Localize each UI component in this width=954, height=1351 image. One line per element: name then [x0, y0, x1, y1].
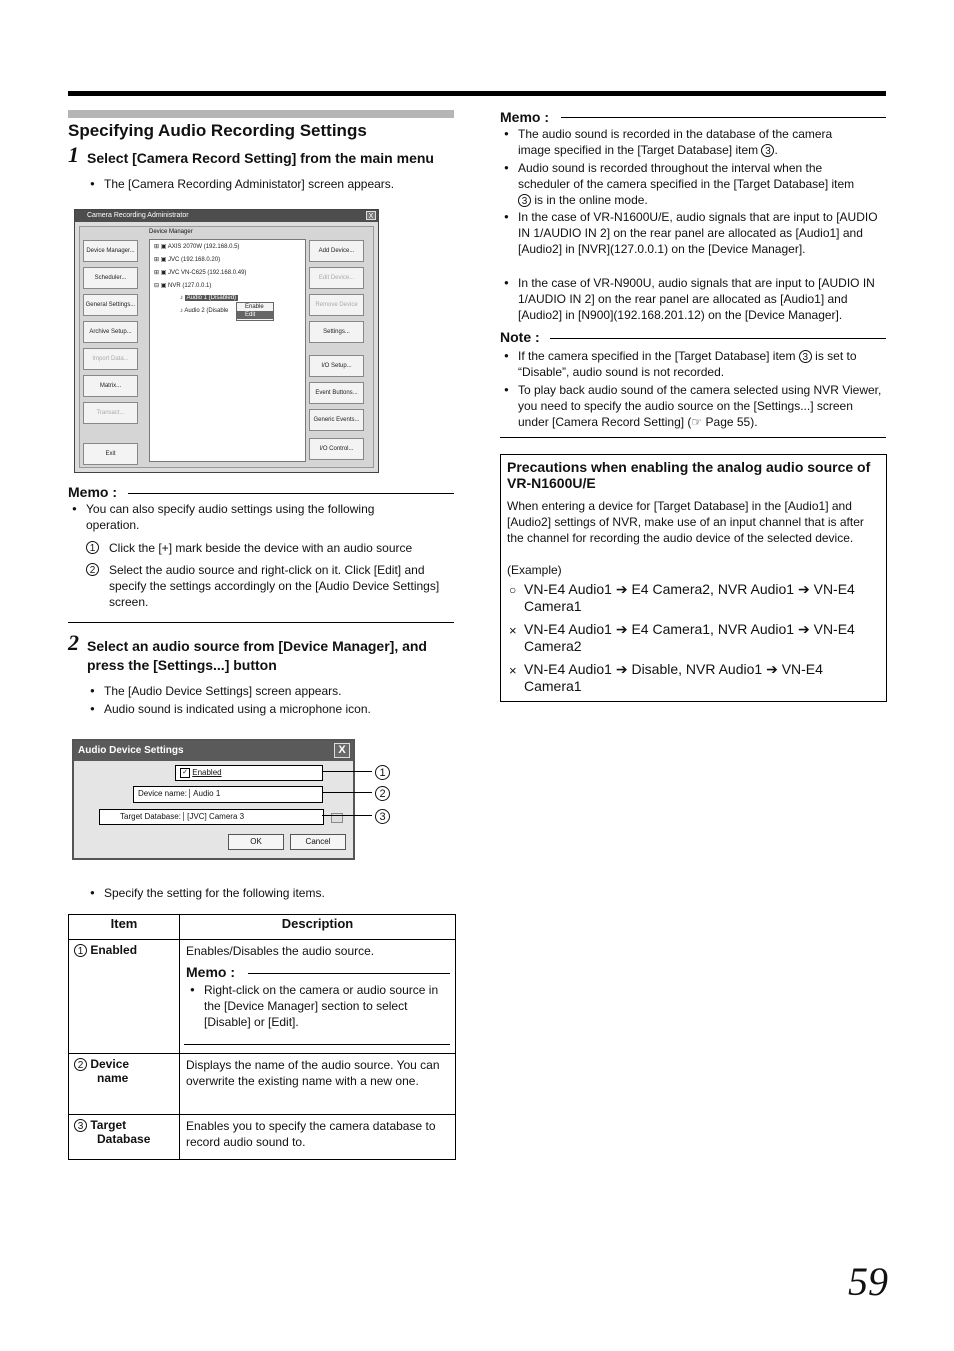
memo-2-bullet-4: ● In the case of VR-N900U, audio signals that are input to [AUDIO IN 1/AUDIO IN 2] on the rear panel are allocated as [Audio1] and [Audio2] in [N900](192.168.201.12) on the [Device Manager]. [518, 275, 886, 323]
tree-item-jvc[interactable]: ⊞ ▣ JVC (192.168.0.20) [154, 257, 221, 263]
edit-device-button[interactable]: Edit Device... [309, 267, 364, 289]
page-reference-icon: ☞ Page 55). [691, 415, 758, 429]
step-1-text: Select [Camera Record Setting] from the main menu [87, 150, 434, 166]
device-manager-button[interactable]: Device Manager... [83, 240, 138, 262]
table-row [69, 1115, 456, 1160]
memo-2-bullet-1: ● The audio sound is recorded in the database of the camera image specified in the [Target Database] item 3 . [518, 126, 886, 158]
step-2-bullet-1: ● The [Audio Device Settings] screen appears. [104, 683, 341, 699]
enabled-label: Enabled [192, 768, 222, 777]
circled-number-3: 3 [518, 194, 531, 207]
enabled-checkbox[interactable] [175, 765, 323, 781]
cancel-button[interactable]: Cancel [290, 834, 346, 850]
item-enabled: Enabled [90, 943, 138, 957]
target-database-label: Target Database: [120, 812, 181, 821]
step-1-number: 1 [68, 142, 79, 167]
device-name-value: Audio 1 [189, 789, 220, 798]
circled-number-1: 1 [86, 541, 99, 554]
context-menu-edit[interactable]: Edit [237, 311, 273, 319]
matrix-button[interactable]: Matrix... [83, 375, 138, 397]
memo-bottom-rule [184, 1044, 450, 1045]
table-header-description: Description [180, 915, 456, 940]
step-2-bullet-2: ● Audio sound is indicated using a microphone icon. [104, 701, 371, 717]
specify-bullet: ● Specify the setting for the following items. [104, 885, 325, 901]
item-target: Target [90, 1118, 127, 1132]
note-bullet-2: ● To play back audio sound of the camera selected using NVR Viewer, you need to specify the audio source on the [Settings...] screen under [Camera Record Setting] (☞ Page 55). [518, 382, 886, 430]
device-manager-group-label: Device Manager [149, 229, 193, 235]
page-number: 59 [848, 1259, 888, 1304]
top-rule [68, 91, 886, 96]
circled-number-2: 2 [86, 563, 99, 576]
window-title-bar [75, 210, 378, 222]
precautions-box [500, 454, 887, 702]
tree-item-nvr[interactable]: ⊟ ▣ NVR (127.0.0.1) [154, 283, 212, 289]
checkbox-icon: ✓ [180, 768, 190, 778]
precautions-title: Precautions when enabling the analog audio source of VR-N1600U/E [507, 459, 871, 491]
audio-device-settings-window [72, 739, 355, 860]
remove-device-button[interactable]: Remove Device [309, 294, 364, 316]
circled-number-3: 3 [799, 350, 812, 363]
note-heading: Note : [500, 329, 540, 345]
section-title: Specifying Audio Recording Settings [68, 121, 367, 140]
memo-2-rule [561, 117, 886, 118]
callout-2 [375, 785, 390, 803]
example-1: VN-E4 Audio1 ➔ E4 Camera2, NVR Audio1 ➔ VN-E4 Camera1 [524, 581, 855, 614]
circled-number-1: 1 [375, 765, 390, 780]
io-setup-button[interactable]: I/O Setup... [309, 355, 364, 377]
general-settings-button[interactable]: General Settings... [83, 294, 138, 316]
memo-1-bottom-rule [68, 622, 454, 623]
item-device: Device [90, 1057, 130, 1071]
note-rule [550, 338, 886, 339]
section-bar [68, 110, 454, 118]
settings-button[interactable]: Settings... [309, 321, 364, 343]
generic-events-button[interactable]: Generic Events... [309, 409, 364, 431]
tree-item-audio-1[interactable]: ♪ Audio 1 (Disabled) [180, 295, 237, 301]
close-icon[interactable]: X [366, 211, 376, 220]
circled-number-3: 3 [74, 1119, 87, 1132]
table-cell-item [69, 940, 180, 1054]
add-device-button[interactable]: Add Device... [309, 240, 364, 262]
note-bullet-1: ● If the camera specified in the [Target Database] item 3 is set to “Disable”, audio sound is not recorded. [518, 348, 886, 380]
device-name-field[interactable] [133, 786, 323, 803]
camera-recording-admin-window [74, 209, 379, 473]
io-control-button[interactable]: I/O Control... [309, 438, 364, 460]
context-menu [236, 302, 274, 321]
precautions-body: When entering a device for [Target Database] in the [Audio1] and [Audio2] settings of NVR, make use of an input channel that is after the channel for recording the audio device of the selected device. [507, 499, 864, 545]
table-cell-description: Enables you to specify the camera database to record audio sound to. [180, 1115, 456, 1160]
bullet-icon: ● [190, 985, 195, 994]
example-mark: × [509, 663, 517, 678]
memo-1-item-1: Click the [+] mark beside the device with an audio source [109, 541, 413, 555]
example-mark: × [509, 623, 517, 638]
close-icon[interactable]: X [334, 743, 350, 758]
settings-table [68, 914, 456, 1160]
circled-number-2: 2 [74, 1058, 87, 1071]
table-header-row [69, 915, 456, 940]
device-tree[interactable] [149, 239, 306, 462]
window-title-bar [74, 741, 353, 761]
tree-item-jvc-vn-c625[interactable]: ⊞ ▣ JVC VN-C625 (192.168.0.49) [154, 270, 247, 276]
memo-1-item-2-num [86, 561, 99, 577]
tree-item-axis[interactable]: ⊞ ▣ AXIS 2070W (192.168.0.5) [154, 244, 240, 250]
step-2-line-1: Select an audio source from [Device Manager], and [87, 638, 427, 654]
import-data-button[interactable]: Import Data... [83, 348, 138, 370]
memo-1-item-2: Select the audio source and right-click on it. Click [Edit] and specify the settings accordingly on the [Audio Device Settings] screen. [109, 563, 440, 609]
table-cell-item [69, 1115, 180, 1160]
context-menu-enable[interactable]: Enable [245, 304, 264, 310]
exit-button[interactable]: Exit [83, 443, 138, 465]
desc-enabled: Enables/Disables the audio source. [186, 944, 375, 958]
callout-3 [375, 808, 390, 826]
example-3: VN-E4 Audio1 ➔ Disable, NVR Audio1 ➔ VN-E4 Camera1 [524, 661, 823, 694]
ok-button[interactable]: OK [228, 834, 284, 850]
memo-bullet: ● Right-click on the camera or audio source in the [Device Manager] section to select [Disable] or [Edit]. [190, 983, 439, 1029]
memo-1-rule [128, 493, 454, 494]
item-name: name [97, 1071, 129, 1086]
memo-2-bullet-2: ● Audio sound is recorded throughout the interval when the scheduler of the camera specified in the [Target Database] item 3 is in the online mode. [518, 160, 886, 208]
table-row [69, 1054, 456, 1115]
precautions-example-label: (Example) [507, 563, 562, 577]
archive-setup-button[interactable]: Archive Setup... [83, 321, 138, 343]
callout-line-3 [322, 815, 372, 816]
memo-1-bullet: ● You can also specify audio settings using the following operation. [86, 501, 416, 533]
microphone-icon: ♪ [180, 308, 183, 314]
memo-2-heading: Memo : [500, 109, 549, 125]
circled-number-1: 1 [74, 944, 87, 957]
window-title: Camera Recording Administrator [87, 212, 189, 219]
window-title: Audio Device Settings [78, 745, 184, 756]
target-database-value: [JVC] Camera 3 [183, 812, 244, 821]
circled-number-3: 3 [375, 809, 390, 824]
transact-button[interactable]: Transact... [83, 402, 138, 424]
memo-1-item-1-num [86, 539, 99, 555]
table-header-item: Item [69, 915, 180, 940]
memo-2-bullet-3: ● In the case of VR-N1600U/E, audio signals that are input to [AUDIO IN 1/AUDIO IN 2] on the rear panel are allocated as [Audio1] and [Audio2] in [NVR](127.0.0.1) on the [Device Manager]. [518, 209, 886, 257]
example-mark: ○ [509, 583, 517, 597]
circled-number-2: 2 [375, 786, 390, 801]
target-database-field[interactable] [99, 809, 324, 825]
table-row [69, 940, 456, 1054]
memo-heading: Memo : [186, 964, 235, 980]
callout-line-2 [322, 792, 372, 793]
callout-line-1 [322, 771, 372, 772]
table-cell-item [69, 1054, 180, 1115]
step-2-number: 2 [68, 630, 79, 655]
memo-1-heading: Memo : [68, 484, 117, 500]
item-database: Database [97, 1132, 151, 1147]
example-2: VN-E4 Audio1 ➔ E4 Camera1, NVR Audio1 ➔ VN-E4 Camera2 [524, 621, 855, 654]
device-name-label: Device name: [138, 789, 187, 798]
callout-1 [375, 764, 390, 782]
event-buttons-button[interactable]: Event Buttons... [309, 382, 364, 404]
note-bottom-rule [500, 437, 886, 438]
table-cell-description: Displays the name of the audio source. You can overwrite the existing name with a new one. [180, 1054, 456, 1115]
circled-number-3: 3 [761, 144, 774, 157]
step-2-line-2: press the [Settings...] button [87, 657, 277, 673]
table-cell-description [180, 940, 456, 1054]
memo-rule [248, 973, 450, 974]
tree-item-audio-2[interactable]: ♪ Audio 2 (Disable [180, 308, 229, 314]
step-1-bullet: ● The [Camera Recording Administator] screen appears. [104, 176, 394, 192]
scheduler-button[interactable]: Scheduler... [83, 267, 138, 289]
microphone-icon: ♪ [180, 295, 183, 301]
